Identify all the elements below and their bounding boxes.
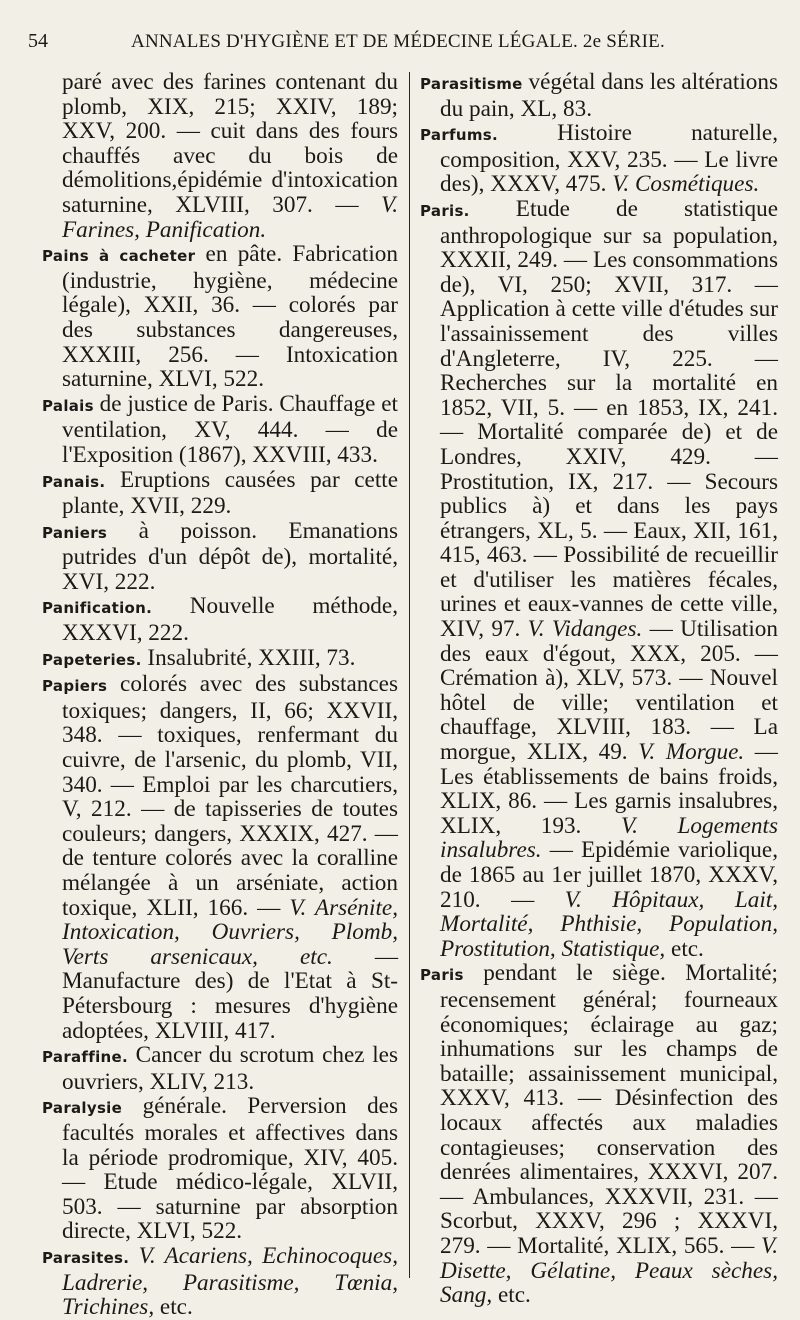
index-entry xyxy=(42,1244,398,1320)
index-entry xyxy=(42,646,398,673)
left-column xyxy=(42,69,399,1320)
entry-text xyxy=(129,1243,138,1269)
entry-text: — Manufacture des) de l'Etat à St-Pétersbourg : mesures d'hygiène adoptées, XLVIII, 417. xyxy=(62,943,399,1044)
index-entry xyxy=(42,1043,398,1094)
entry-text: paré avec des farines contenant du plomb, XIX, 215; XXIV, 189; XXV, 200. — cuit dans des fours chauffés avec du bois de démolitions,épidémie d'intoxication saturnine, XLVIII, 307. — xyxy=(62,69,398,218)
entry-crossref: V. Vidanges. xyxy=(527,616,643,643)
entry-headword: Pains à cacheter xyxy=(42,247,196,266)
entry-text: en pâte. Fabrication (industrie, hygiène, médecine légale), XXII, 36. — colorés par des substances dangereuses, XXXIII, 256. — Intoxication saturnine, XLVI, 522. xyxy=(62,241,398,393)
entry-headword: Paris xyxy=(420,966,464,985)
entry-crossref: V. Disette, Gélatine, Peaux sèches, Sang, xyxy=(440,1232,778,1309)
entry-headword: Paris. xyxy=(420,201,470,220)
entry-headword: Paraffine. xyxy=(42,1048,128,1067)
entry-text: végétal dans les altérations du pain, XL, 83. xyxy=(440,69,778,122)
running-title: ANNALES D'HYGIÈNE ET DE MÉDECINE LÉGALE. 2e SÉRIE. xyxy=(131,31,665,52)
entry-text: Etude de statistique anthropologique sur sa population, XXXII, 249. — Les consommations de), VI, 250; XVII, 317. — Application à cette ville d'études sur l'assainissement des villes d'Angleterre, IV, 225. — Recherches sur la mortalité en 1852, VII, 5. — en 1853, IX, 241. — Mortalité comparée de) et de Londres, XXIV, 429. — Prostitution, IX, 217. — Secours publics à) et dans les pays étrangers, XL, 5. — Eaux, XII, 161, 415, 463. — Possibilité de recueillir et d'utiliser les matières fécales, urines et eaux-vannes de cette ville, XIV, 97. xyxy=(440,195,778,643)
entry-text: Nouvelle méthode, XXXVI, 222. xyxy=(62,593,398,647)
index-entry xyxy=(42,519,398,595)
entry-headword: Papeteries. xyxy=(42,650,142,669)
entry-text: générale. Perversion des facultés morales et affectives dans la période prodromique, XIV, 405. — Etude médico-légale, XLVII, 503. — saturnine par absorption directe, XLVI, 522. xyxy=(62,1093,398,1245)
index-entry xyxy=(42,672,398,1043)
entry-text: colorés avec des substances toxiques; dangers, II, 66; XXVII, 348. — toxiques, renfermant du cuivre, de l'arsenic, du plomb, VII, 340. — Emploi par les charcutiers, V, 212. — de tapisseries de toutes couleurs; dangers, XXXIX, 427. — de tenture colorés avec la coralline mélangée à un arséniate, action toxique, XLII, 166. — xyxy=(62,671,398,921)
page-header xyxy=(28,30,768,70)
entry-crossref: V. Morgue. xyxy=(638,739,745,766)
page-number: 54 xyxy=(28,30,48,52)
entry-text: à poisson. Emanations putrides d'un dépôt de), mortalité, XVI, 222. xyxy=(62,517,398,595)
index-entry xyxy=(42,468,398,519)
entry-headword: Paniers xyxy=(42,523,108,542)
entry-text: Insalubrité, XXIII, 73. xyxy=(141,644,356,671)
index-entry xyxy=(420,961,778,1307)
entry-headword: Parasites. xyxy=(42,1248,130,1267)
index-entry xyxy=(420,70,778,121)
entry-text: — Epidémie variolique, de 1865 au 1er juillet 1870, XXXV, 210. — xyxy=(440,837,778,913)
entry-text: de justice de Paris. Chauffage et ventilation, XV, 444. — de l'Exposition (1867), XXVIII, 433. xyxy=(62,390,398,468)
column-divider xyxy=(409,72,410,1278)
entry-text: pendant le siège. Mortalité; recensement général; fourneaux économiques; éclairage au gaz; inhumations sur les champs de bataille; assainissement municipal, XXXV, 413. — Désinfection des locaux affectés aux maladies contagieuses; conservation des denrées alimentaires, XXXVI, 207. — Ambulances, XXXVII, 231. — Scorbut, XXXV, 296 ; XXXVI, 279. — Mortalité, XLIX, 565. — xyxy=(440,960,778,1259)
index-entry xyxy=(420,197,778,961)
entry-crossref: V. Farines, Panification. xyxy=(62,191,398,243)
entry-crossref: V. Cosmétiques. xyxy=(612,171,760,198)
entry-headword: Panification. xyxy=(42,599,153,618)
entry-text: Eruptions causées par cette plante, XVII, 229. xyxy=(62,466,398,520)
index-entry xyxy=(42,70,398,242)
index-entry xyxy=(42,1094,398,1244)
entry-text: etc. xyxy=(665,935,704,962)
right-column xyxy=(420,69,778,1309)
entry-headword: Papiers xyxy=(42,677,108,696)
entry-crossref: V. Acariens, Echinocoques, Ladrerie, Parasitisme, Tœnia, Trichines, xyxy=(62,1242,398,1320)
entry-headword: Parasitisme xyxy=(420,75,523,93)
entry-crossref: V. Hôpitaux, Lait, Mortalité, Phthisie, Population, Prostitution, Statistique, xyxy=(440,886,778,962)
index-entry xyxy=(42,594,398,645)
entry-text: etc. xyxy=(492,1282,531,1309)
index-entry xyxy=(420,121,778,197)
entry-text: Histoire naturelle, composition, XXV, 235. — Le livre des), XXXV, 475. xyxy=(440,120,778,198)
entry-headword: Palais xyxy=(42,396,94,415)
index-entry xyxy=(42,392,398,468)
entry-text: Cancer du scrotum chez les ouvriers, XLIV, 213. xyxy=(62,1042,398,1095)
index-entry xyxy=(42,242,398,392)
entry-text: etc. xyxy=(154,1294,193,1320)
entry-headword: Parfums. xyxy=(420,126,498,145)
entry-crossref: V. Logements insalubres. xyxy=(440,812,778,864)
entry-text: — Utilisation des eaux d'égout, XXX, 205. — Crémation à), XLV, 573. — Nouvel hôtel de ville; ventilation et chauffage, XLVIII, 183. — La morgue, XLIX, 49. xyxy=(440,616,778,766)
entry-text: — Les établissements de bains froids, XLIX, 86. — Les garnis insalubres, XLIX, 193. xyxy=(440,739,778,839)
entry-headword: Panais. xyxy=(42,472,106,491)
entry-headword: Paralysie xyxy=(42,1099,123,1118)
entry-crossref: V. Arsénite, Intoxication, Ouvriers, Plomb, Verts arsenicaux, etc. xyxy=(62,894,399,970)
